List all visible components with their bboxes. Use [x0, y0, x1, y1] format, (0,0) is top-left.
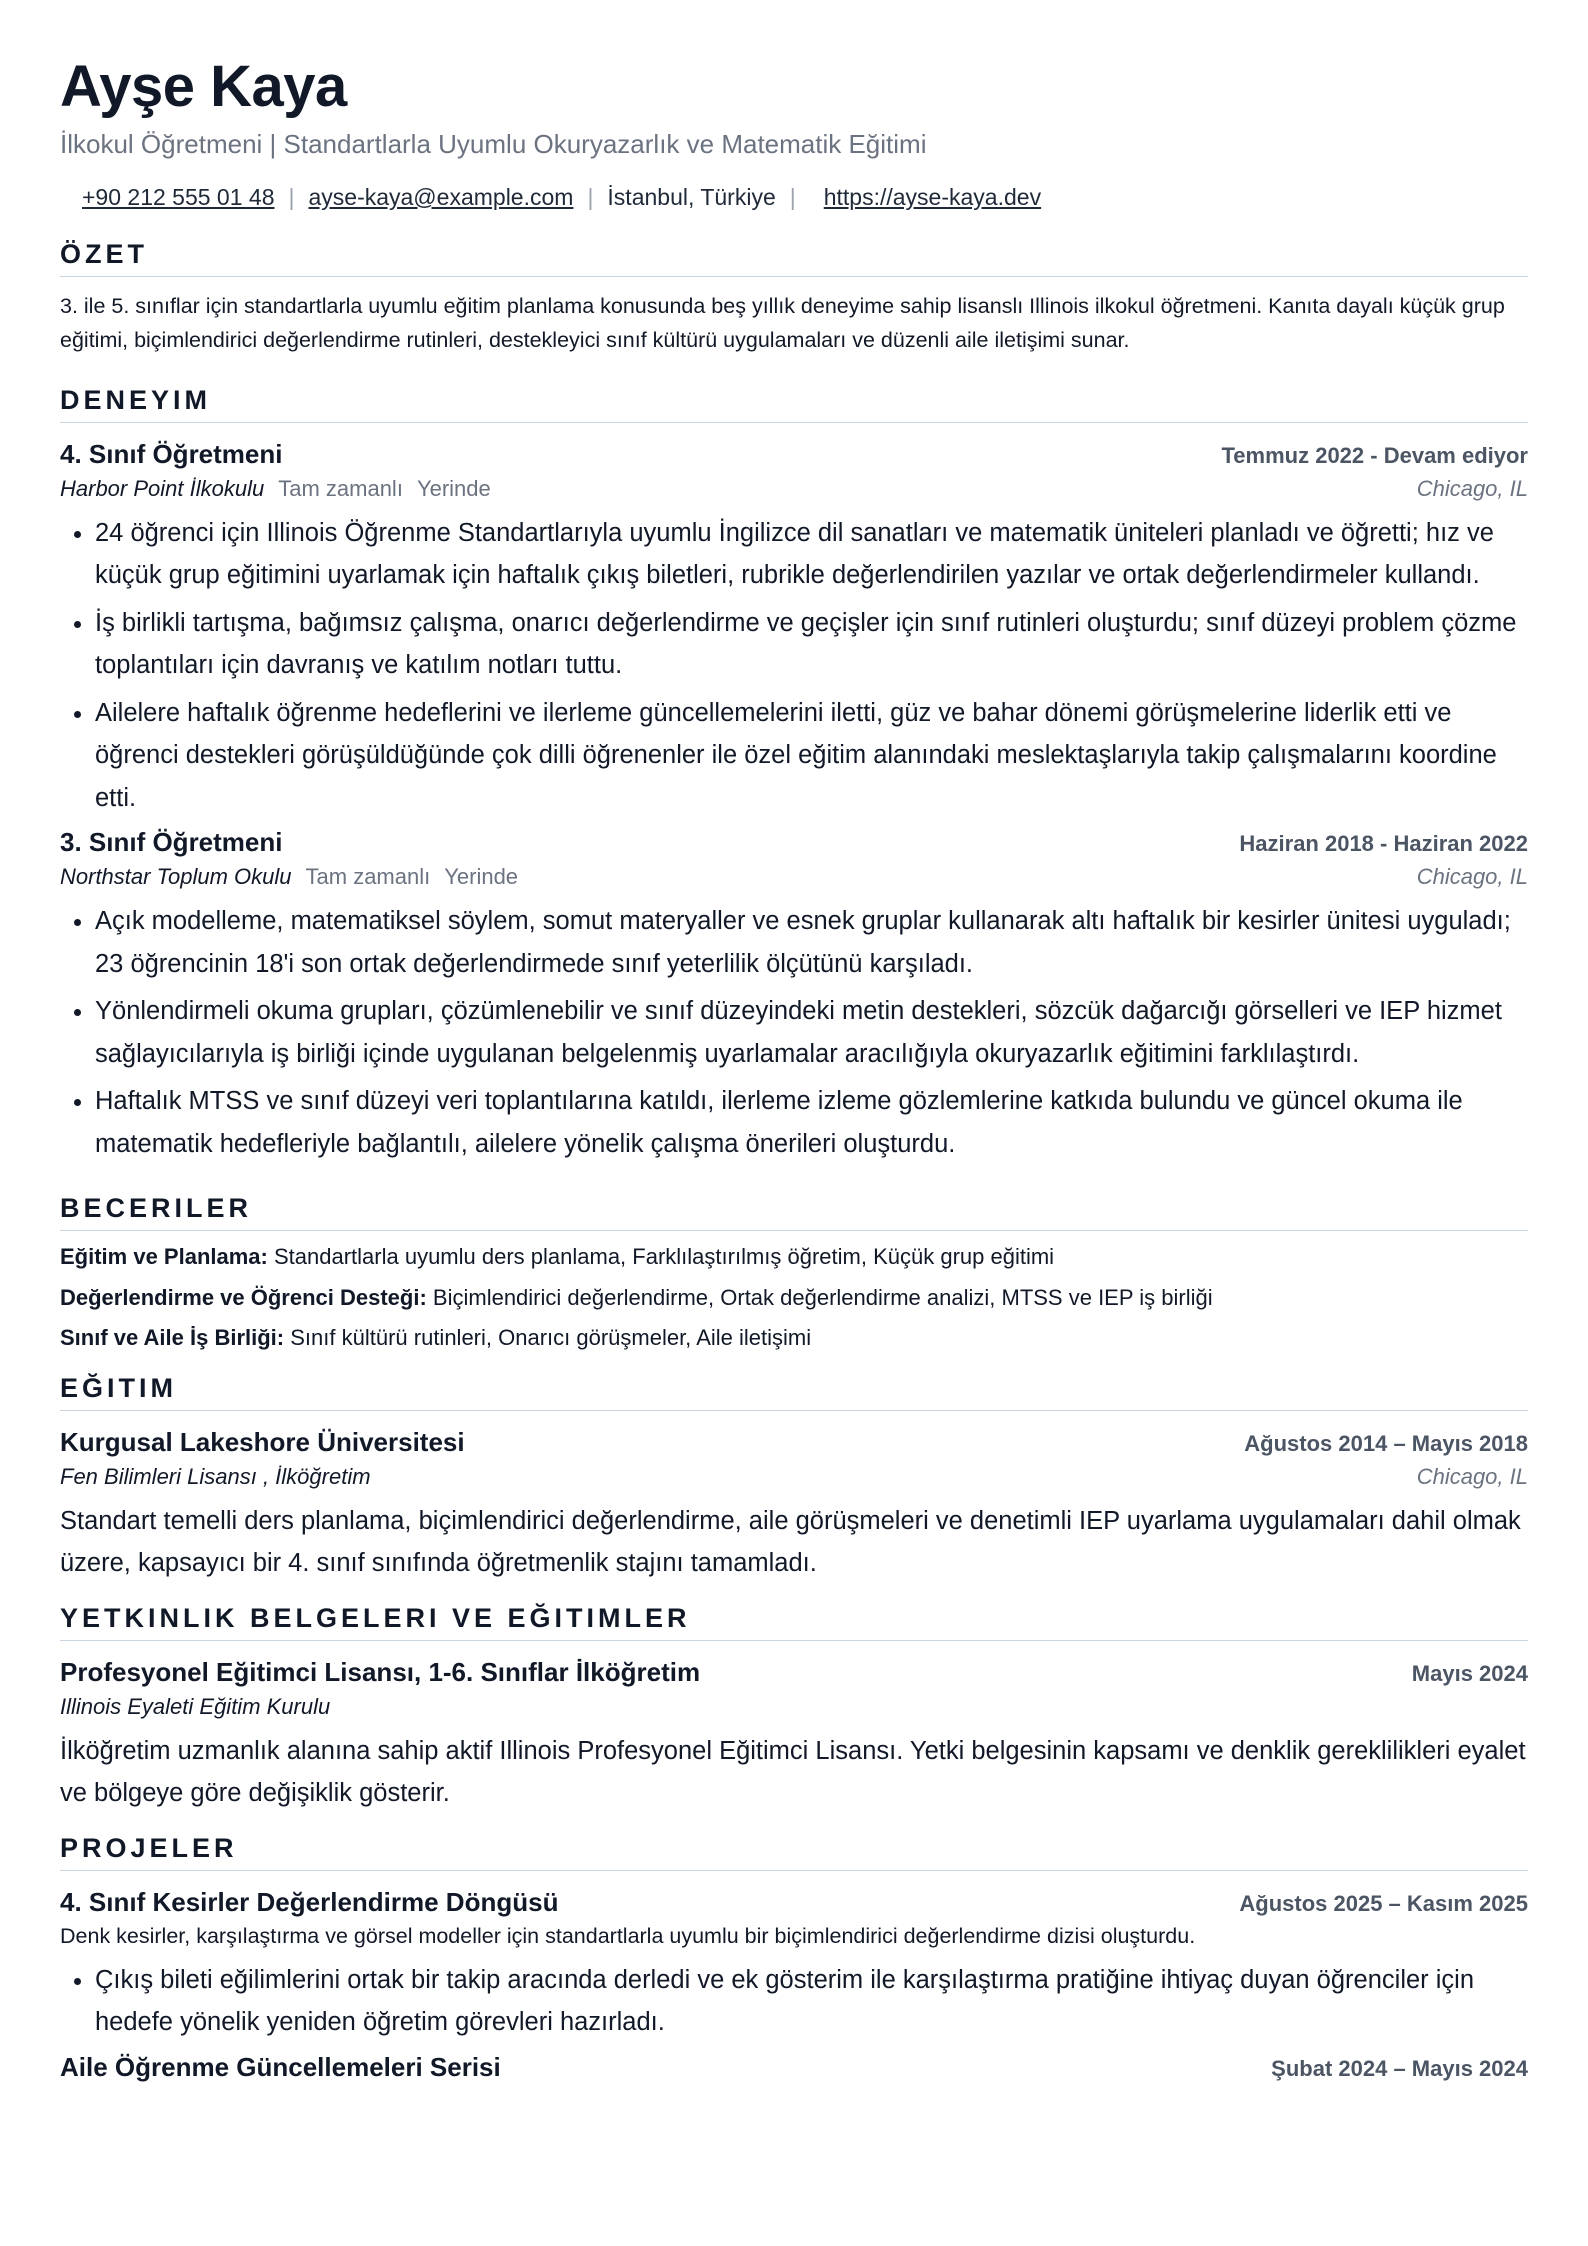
phone-link[interactable]: +90 212 555 01 48 — [82, 183, 275, 210]
website-link[interactable]: https://ayse-kaya.dev — [823, 183, 1042, 210]
contact-separator: | — [587, 183, 594, 210]
job-role: 3. Sınıf Öğretmeni — [60, 827, 283, 858]
job-bullet: • Açık modelleme, matematiksel söylem, somut materyaller ve esnek gruplar kullanarak altı haftalık bir kesirler ünitesi uyguladı; 23 öğrencinin 18'i son ortak değerlendirmede sınıf yeterlilik ölçütünü karşıladı. — [95, 900, 1528, 985]
resume-header — [60, 55, 1528, 211]
skills-heading: BECERILER — [60, 1193, 1528, 1231]
experience-heading: DENEYIM — [60, 385, 1528, 423]
job-organization: Northstar Toplum Okulu — [60, 864, 292, 890]
project-name: Aile Öğrenme Güncellemeleri Serisi — [60, 2051, 501, 2082]
job-bullet: • Haftalık MTSS ve sınıf düzeyi veri toplantılarına katıldı, ilerleme izleme gözlemlerine katkıda bulundu ve güncel okuma ile matematik hedefleriyle bağlantılı, ailelere yönelik çalışma önerileri oluşturdu. — [95, 1080, 1528, 1165]
project-entry — [60, 2052, 1528, 2083]
job-mode: Yerinde — [416, 475, 491, 501]
certification-name: Profesyonel Eğitimci Lisansı, 1-6. Sınıflar İlköğretim — [60, 1656, 701, 1687]
skill-values: Biçimlendirici değerlendirme, Ortak değerlendirme analizi, MTSS ve IEP iş birliği — [432, 1284, 1213, 1310]
certification-description: İlköğretim uzmanlık alanına sahip aktif Illinois Profesyonel Eğitimci Lisansı. Yetki belgesinin kapsamı ve denklik gereklilikleri eyalet ve bölgeye göre değişiklik gösterir. — [60, 1736, 1526, 1808]
school-name: Kurgusal Lakeshore Üniversitesi — [60, 1426, 465, 1457]
job-type: Tam zamanlı — [305, 864, 431, 890]
skill-values: Standartlarla uyumlu ders planlama, Farklılaştırılmış öğretim, Küçük grup eğitimi — [273, 1244, 1055, 1270]
job-bullet: • 24 öğrenci için Illinois Öğrenme Standartlarıyla uyumlu İngilizce dil sanatları ve matematik üniteleri planladı ve öğretti; hız ve küçük grup eğitimini uyarlamak için haftalık çıkış biletleri, rubrikle değerlendirilen yazılar ve ortak değerlendirmeler kullandı. — [95, 512, 1528, 597]
job-entry — [60, 439, 1528, 820]
project-bullet: • Çıkış bileti eğilimlerini ortak bir takip aracında derledi ve ek gösterim ile karşılaştırma pratiğine ihtiyaç duyan öğrenciler için hedefe yönelik yeniden öğretim görevleri hazırladı. — [95, 1959, 1528, 2044]
job-bullets — [60, 900, 1528, 1165]
summary-text: 3. ile 5. sınıflar için standartlarla uyumlu eğitim planlama konusunda beş yıllık deneyime sahip lisanslı Illinois ilkokul öğretmeni. Kanıta dayalı küçük grup eğitimi, biçimlendirici değerlendirme rutinleri, destekleyici sınıf kültürü uygulamaları ve düzenli aile iletişimi sunar. — [60, 293, 1505, 352]
certifications-heading: YETKINLIK BELGELERI VE EĞITIMLER — [60, 1603, 1528, 1641]
education-description: Standart temelli ders planlama, biçimlendirici değerlendirme, aile görüşmeleri ve denetimli IEP uyarlama uygulamaları dahil olmak üzere, kapsayıcı bir 4. sınıf sınıfında öğretmenlik stajını tamamladı. — [60, 1506, 1521, 1578]
job-organization: Harbor Point İlkokulu — [60, 475, 265, 501]
job-entry — [60, 827, 1528, 1165]
skill-line — [60, 1278, 1528, 1319]
skill-line — [60, 1318, 1528, 1359]
skill-category: Değerlendirme ve Öğrenci Desteği: — [60, 1284, 427, 1310]
job-dates: Haziran 2018 - Haziran 2022 — [1239, 831, 1528, 857]
candidate-headline: İlkokul Öğretmeni | Standartlarla Uyumlu Okuryazarlık ve Matematik Eğitimi — [60, 128, 927, 159]
certification-entry — [60, 1657, 1528, 1815]
project-entry — [60, 1887, 1528, 2044]
summary-heading: ÖZET — [60, 239, 1528, 277]
contact-separator: | — [789, 183, 796, 210]
education-dates: Ağustos 2014 – Mayıs 2018 — [1244, 1430, 1528, 1456]
project-bullets — [60, 1959, 1528, 2044]
skills-list — [60, 1237, 1528, 1359]
job-location: Chicago, IL — [1416, 864, 1528, 890]
job-bullets — [60, 512, 1528, 820]
project-dates: Şubat 2024 – Mayıs 2024 — [1271, 2055, 1528, 2081]
education-entry — [60, 1427, 1528, 1585]
certification-issuer: Illinois Eyaleti Eğitim Kurulu — [60, 1693, 331, 1719]
skill-category: Eğitim ve Planlama: — [60, 1244, 268, 1270]
job-type: Tam zamanlı — [278, 475, 403, 501]
education-heading: EĞITIM — [60, 1373, 1528, 1411]
job-bullet: • Yönlendirmeli okuma grupları, çözümlenebilir ve sınıf düzeyindeki metin destekleri, sözcük dağarcığı görselleri ve IEP hizmet sağlayıcılarıyla iş birliği içinde uygulanan belgelenmiş uyarlamalar aracılığıyla okuryazarlık eğitimini farklılaştırdı. — [95, 990, 1528, 1075]
project-dates: Ağustos 2025 – Kasım 2025 — [1239, 1890, 1528, 1916]
email-link[interactable]: ayse-kaya@example.com — [308, 183, 574, 210]
project-name: 4. Sınıf Kesirler Değerlendirme Döngüsü — [60, 1886, 559, 1917]
job-dates: Temmuz 2022 - Devam ediyor — [1221, 442, 1528, 468]
skill-values: Sınıf kültürü rutinleri, Onarıcı görüşmeler, Aile iletişimi — [290, 1325, 812, 1351]
job-role: 4. Sınıf Öğretmeni — [60, 438, 283, 469]
job-bullet: • İş birlikli tartışma, bağımsız çalışma, onarıcı değerlendirme ve geçişler için sınıf rutinleri oluşturdu; sınıf düzeyi problem çözme toplantıları için davranış ve katılım notları tuttu. — [95, 602, 1528, 687]
certification-date: Mayıs 2024 — [1411, 1660, 1528, 1686]
job-bullet: • Ailelere haftalık öğrenme hedeflerini ve ilerleme güncellemelerini iletti, güz ve bahar dönemi görüşmelerine liderlik etti ve öğrenci destekleri görüşüldüğünde çok dilli öğrenenler ile özel eğitim alanındaki meslektaşlarıyla takip çalışmalarını koordine etti. — [95, 692, 1528, 820]
project-description: Denk kesirler, karşılaştırma ve görsel modeller için standartlarla uyumlu bir biçimlendirici değerlendirme dizisi oluşturdu. — [60, 1923, 1196, 1948]
job-location: Chicago, IL — [1416, 475, 1528, 501]
projects-heading: PROJELER — [60, 1833, 1528, 1871]
contact-separator: | — [288, 183, 295, 210]
skill-category: Sınıf ve Aile İş Birliği: — [60, 1325, 285, 1351]
contact-bar — [60, 184, 1528, 211]
candidate-name: Ayşe Kaya — [60, 54, 347, 119]
location-text: İstanbul, Türkiye — [607, 183, 776, 210]
job-mode: Yerinde — [444, 864, 519, 890]
education-location: Chicago, IL — [1416, 1463, 1528, 1489]
degree-name: Fen Bilimleri Lisansı , İlköğretim — [60, 1463, 371, 1489]
skill-line — [60, 1237, 1528, 1278]
